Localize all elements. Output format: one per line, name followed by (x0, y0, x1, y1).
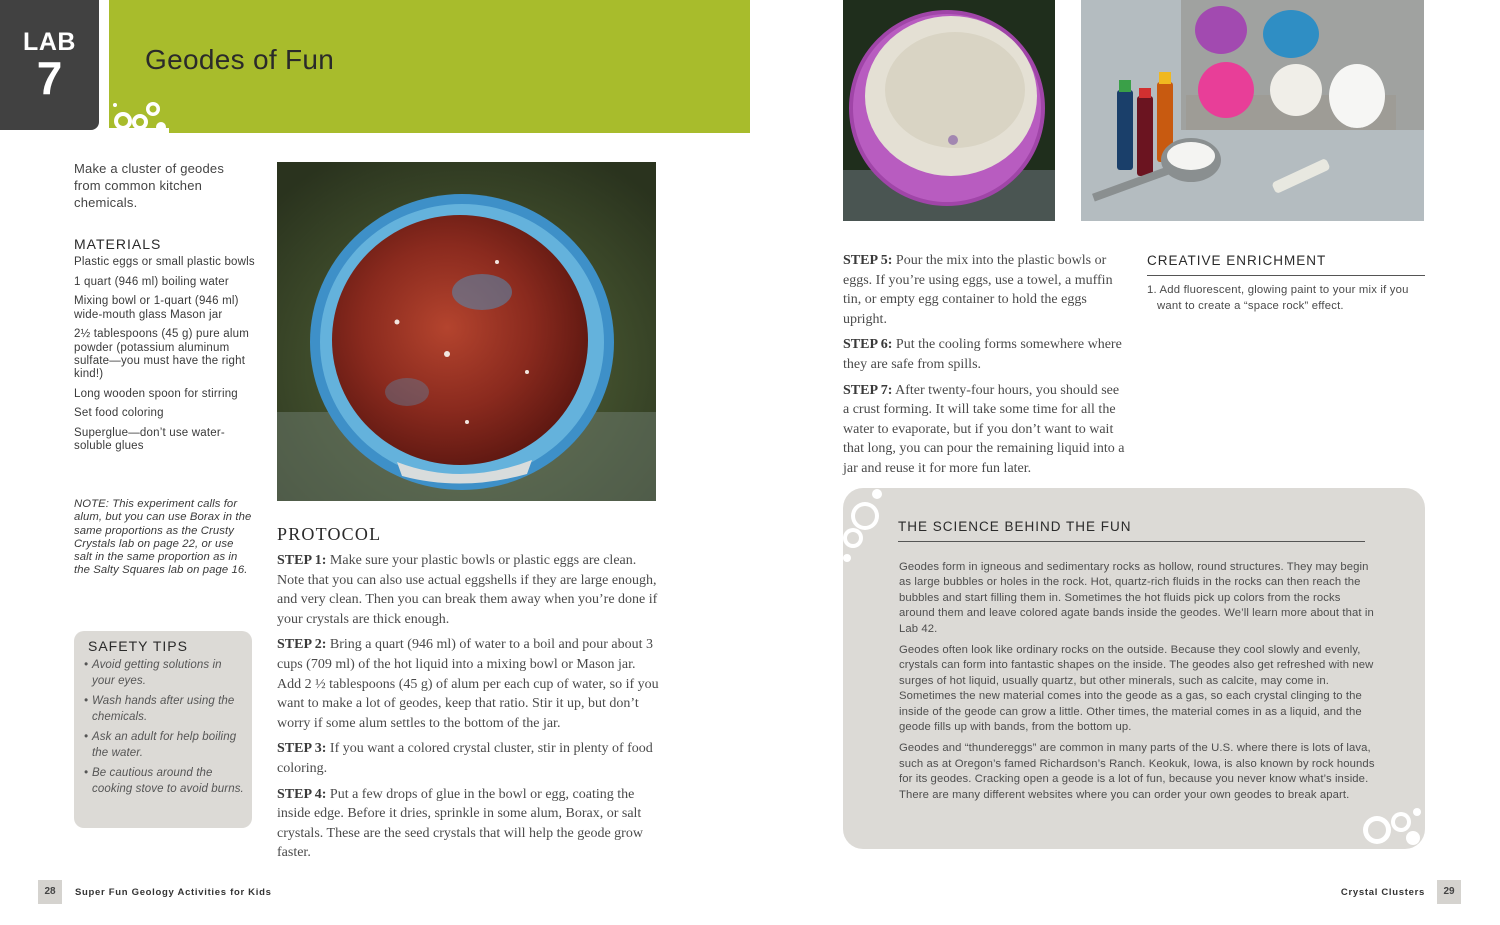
geode-photo (277, 162, 656, 501)
step-6: STEP 6: Put the cooling forms somewhere where they are safe from spills. (843, 337, 1122, 372)
intro-text: Make a cluster of geodes from common kitchen chemicals. (74, 161, 225, 210)
step-4: STEP 4: Put a few drops of glue in the bowl or egg, coating the inside edge. Before it dries, sprinkle in some alum, Borax, or salt crystals. These are the seed crystals that will help the geode grow faster. (277, 786, 643, 861)
paragraph: Geodes often look like ordinary rocks on the outside. Because they cool slowly and evenly, crystals can form into fantastic shapes on the inside. The geodes also get refreshed with new surges of hot liquid, usually quartz, but other minerals, such as calcite, may come in. Sometimes the new material comes into the geode as a gas, so each crystal clinging to the inside of the geode can grow a little. Other times, the material comes in as a liquid, and the geode fills up with bands, from the bottom up. (899, 644, 1374, 734)
list-item: Mixing bowl or 1-quart (946 ml) wide-mouth glass Mason jar (74, 295, 239, 321)
footer-book-title: Super Fun Geology Activities for Kids (75, 887, 272, 898)
bubble-splash-icon (841, 486, 889, 566)
list-item: Plastic eggs or small plastic bowls (74, 256, 255, 268)
list-item: Set food coloring (74, 407, 164, 420)
safety-heading: SAFETY TIPS (88, 638, 188, 654)
page-number: 28 (38, 880, 62, 904)
paragraph: Geodes form in igneous and sedimentary rocks as hollow, round structures. They may begin as large bubbles or holes in the rock. Hot, quartz-rich fluids in the rocks can then reach the bubbles and start filling them in. Sometimes the hot fluids pick up colors from the rocks around them and leave colored agate bands inside the geodes. We’ll learn more about that in Lab 42. (899, 561, 1374, 635)
step-7: STEP 7: After twenty-four hours, you should see a crust forming. It will take some time for all the water to evaporate, but if you don’t want to wait that long, you can pour the remaining liquid into a jar and reuse it for more fun later. (843, 382, 1125, 476)
materials-list (74, 256, 259, 460)
step-2: STEP 2: Bring a quart (946 ml) of water to a boil and pour about 3 cups (709 ml) of the hot liquid into a mixing bowl or Mason jar. Add 2 ½ tablespoons (45 g) of alum per each cup of water, so if you want to make a lot of geodes, keep that ratio. Stir it up, but don’t worry if some alum settles to the bottom of the jar. (277, 637, 659, 731)
note-text: NOTE: This experiment calls for alum, but you can use Borax in the same proportions as the Crusty Crystals lab on page 22, or use salt in the same proportion as in the Salty Squares lab on page 16. (74, 498, 252, 577)
list-item: • Be cautious around the cooking stove to avoid burns. (84, 766, 244, 797)
materials-heading: MATERIALS (74, 236, 162, 252)
bubble-splash-icon (109, 95, 169, 133)
list-item: • Avoid getting solutions in your eyes. (84, 658, 244, 689)
safety-list (84, 658, 244, 802)
list-item: 1 quart (946 ml) boiling water (74, 275, 229, 288)
science-heading: THE SCIENCE BEHIND THE FUN (898, 519, 1132, 534)
list-item: • Wash hands after using the chemicals. (84, 694, 244, 725)
protocol-heading: PROTOCOL (277, 524, 382, 544)
divider (898, 541, 1365, 542)
lab-number: 7 (36, 52, 63, 104)
paragraph: Geodes and “thundereggs” are common in many parts of the U.S. where there is lots of lava, such as at Oregon’s famed Richardson’s Ranch. Keokuk, Iowa, is also known by rock hounds for its geodes. Cracking open a geode is a lot of fun, because you never know what’s inside. There are many different websites where you can order your own geodes to break apart. (899, 742, 1375, 801)
protocol-steps-continued (843, 251, 1128, 485)
step-5: STEP 5: Pour the mix into the plastic bowls or eggs. If you’re using eggs, use a towel, a muffin tin, or empty egg container to hold the eggs upright. (843, 253, 1113, 327)
footer-chapter-title: Crystal Clusters (1340, 887, 1425, 898)
creative-enrichment-text: 1. Add fluorescent, glowing paint to your mix if you want to create a “space rock” effect. (1147, 284, 1409, 312)
science-body (899, 560, 1377, 809)
lab-label: LAB (23, 28, 76, 56)
materials-photo (1081, 0, 1424, 221)
step-1: STEP 1: Make sure your plastic bowls or plastic eggs are clean. Note that you can also use actual eggshells if they are large enough, and very clean. Then you can break them away when you’re done if your crystals are thick enough. (277, 553, 658, 627)
creative-enrichment-heading: CREATIVE ENRICHMENT (1147, 253, 1327, 268)
list-item: Long wooden spoon for stirring (74, 387, 238, 400)
page-number: 29 (1437, 880, 1461, 904)
list-item: • Ask an adult for help boiling the water. (84, 730, 244, 761)
list-item: 2½ tablespoons (45 g) pure alum powder (potassium aluminum sulfate—you must have the right kind!) (74, 328, 249, 380)
egg-geode-photo (843, 0, 1055, 221)
step-3: STEP 3: If you want a colored crystal cluster, stir in plenty of food coloring. (277, 741, 653, 776)
protocol-steps (277, 551, 659, 869)
page-title: Geodes of Fun (145, 44, 335, 75)
lab-badge (0, 0, 99, 130)
divider (1147, 275, 1425, 276)
list-item: Superglue—don’t use water-soluble glues (74, 427, 225, 453)
